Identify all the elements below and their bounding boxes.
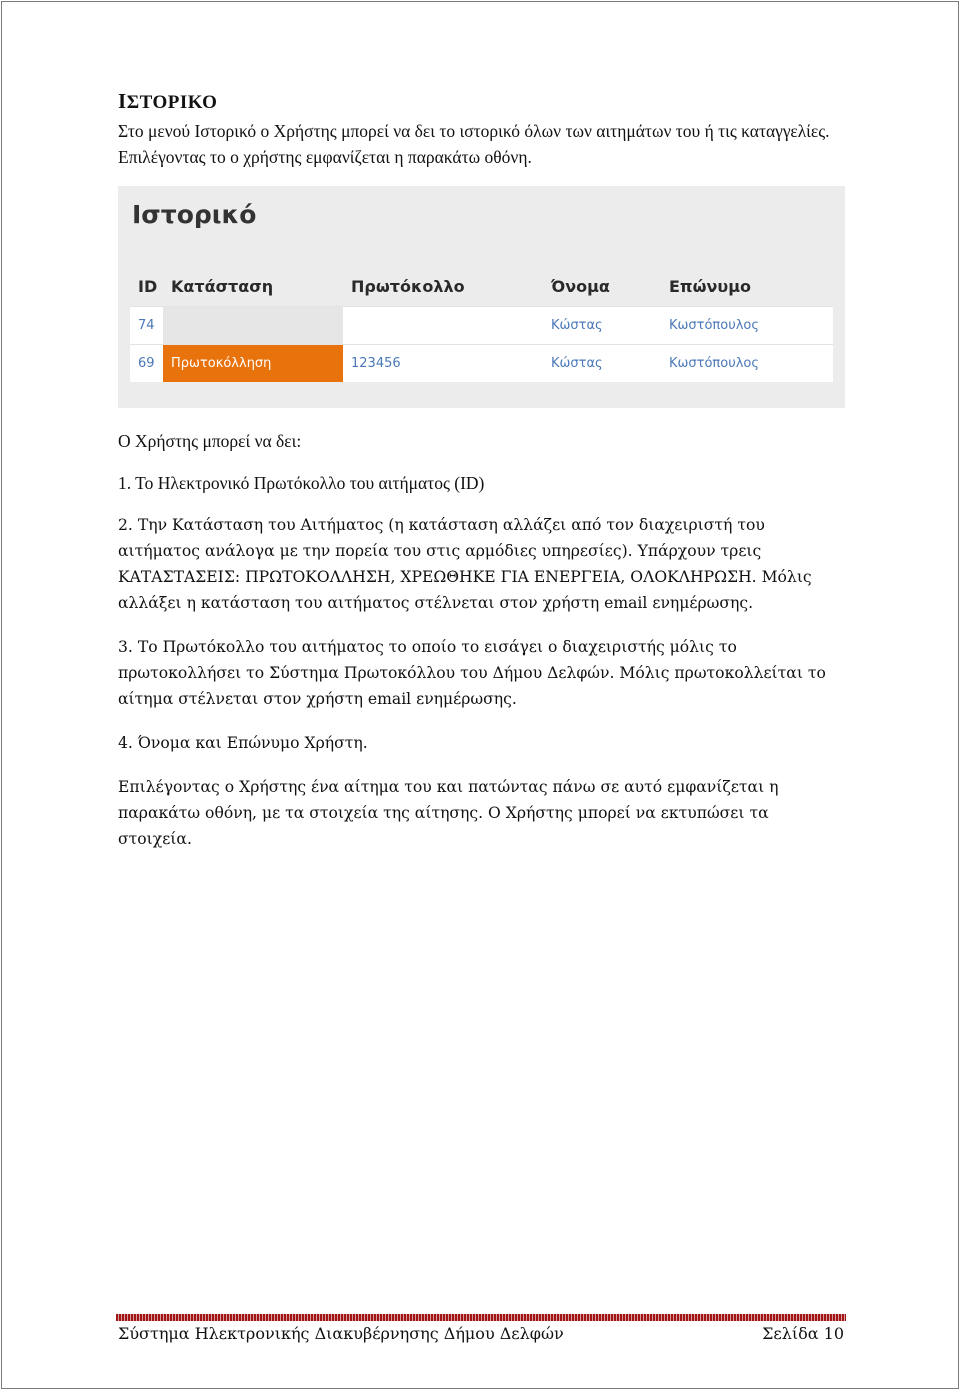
cell-name[interactable]: Κώστας (551, 318, 603, 333)
header-section (118, 88, 838, 170)
cell-surname[interactable]: Κωστόπουλος (669, 356, 760, 371)
list-item-2: 2. Την Κατάσταση του Αιτήματος (η κατάσταση αλλάζει από τον διαχειριστή του αιτήματος ανάλογα με την πορεία του στις αρμόδιες υπηρεσίες). Υπάρχουν τρεις ΚΑΤΑΣΤΑΣΕΙΣ: ΠΡΩΤΟΚΟΛΛΗΣΗ, ΧΡΕΩΘΗΚΕ ΓΙΑ ΕΝΕΡΓΕΙΑ, ΟΛΟΚΛΗΡΩΣΗ. Μόλις αλλάξει η κατάσταση του αιτήματος στέλνεται στον χρήστη email ενημέρωσης. (118, 516, 812, 612)
column-header-status[interactable]: Κατάσταση (171, 276, 274, 296)
cell-name[interactable]: Κώστας (551, 356, 603, 371)
page-footer (118, 1324, 844, 1343)
closing-paragraph: Επιλέγοντας ο Χρήστης ένα αίτημα του και πατώντας πάνω σε αυτό εμφανίζεται η παρακάτω οθόνη, με τα στοιχεία της αίτησης. Ο Χρήστης μπορεί να εκτυπώσει τα στοιχεία. (118, 778, 779, 848)
list-item-1: 1. Το Ηλεκτρονικό Πρωτόκολλο του αιτήματος (ID) (118, 473, 485, 493)
section-title-rest: ΣΤΟΡΙΚΟ (126, 92, 218, 113)
cell-protocol[interactable] (343, 307, 543, 344)
cell-protocol[interactable]: 123456 (351, 356, 401, 371)
cell-id[interactable]: 69 (138, 356, 155, 371)
cell-surname[interactable]: Κωστόπουλος (669, 318, 760, 333)
cell-status-badge[interactable]: Πρωτοκόλληση (163, 345, 343, 382)
screenshot-title: Ιστορικό (132, 200, 257, 229)
column-header-surname[interactable]: Επώνυμο (669, 276, 751, 296)
footer-title: Σύστημα Ηλεκτρονικής Διακυβέρνησης Δήμου Δελφών (118, 1324, 564, 1343)
section-title (118, 88, 838, 116)
page-number: Σελίδα 10 (762, 1324, 844, 1343)
column-header-protocol[interactable]: Πρωτόκολλο (351, 276, 465, 296)
section-title-cap: Ι (118, 89, 127, 113)
cell-status[interactable] (163, 307, 343, 344)
footer-rule (116, 1314, 846, 1321)
intro-paragraph: Στο μενού Ιστορικό ο Χρήστης μπορεί να δει το ιστορικό όλων των αιτημάτων του ή τις καταγγελίες. Επιλέγοντας το ο χρήστης εμφανίζεται η παρακάτω οθόνη. (118, 121, 830, 167)
lead-text: Ο Χρήστης μπορεί να δει: (118, 431, 302, 451)
body-text (118, 428, 838, 870)
column-header-id[interactable]: ID (138, 276, 158, 296)
cell-id[interactable]: 74 (138, 318, 155, 333)
history-table (130, 266, 833, 382)
table-header-row (130, 266, 833, 306)
table-row[interactable] (130, 344, 833, 382)
history-screenshot (118, 186, 845, 408)
column-header-name[interactable]: Όνομα (551, 276, 610, 296)
list-item-3: 3. Το Πρωτόκολλο του αιτήματος το οποίο το εισάγει ο διαχειριστής μόλις το πρωτοκολλήσει το Σύστημα Πρωτοκόλλου του Δήμου Δελφών. Μόλις πρωτοκολλείται το αίτημα στέλνεται στον χρήστη email ενημέρωσης. (118, 638, 826, 708)
list-item-4: 4. Όνομα και Επώνυμο Χρήστη. (118, 734, 368, 752)
table-row[interactable] (130, 306, 833, 344)
